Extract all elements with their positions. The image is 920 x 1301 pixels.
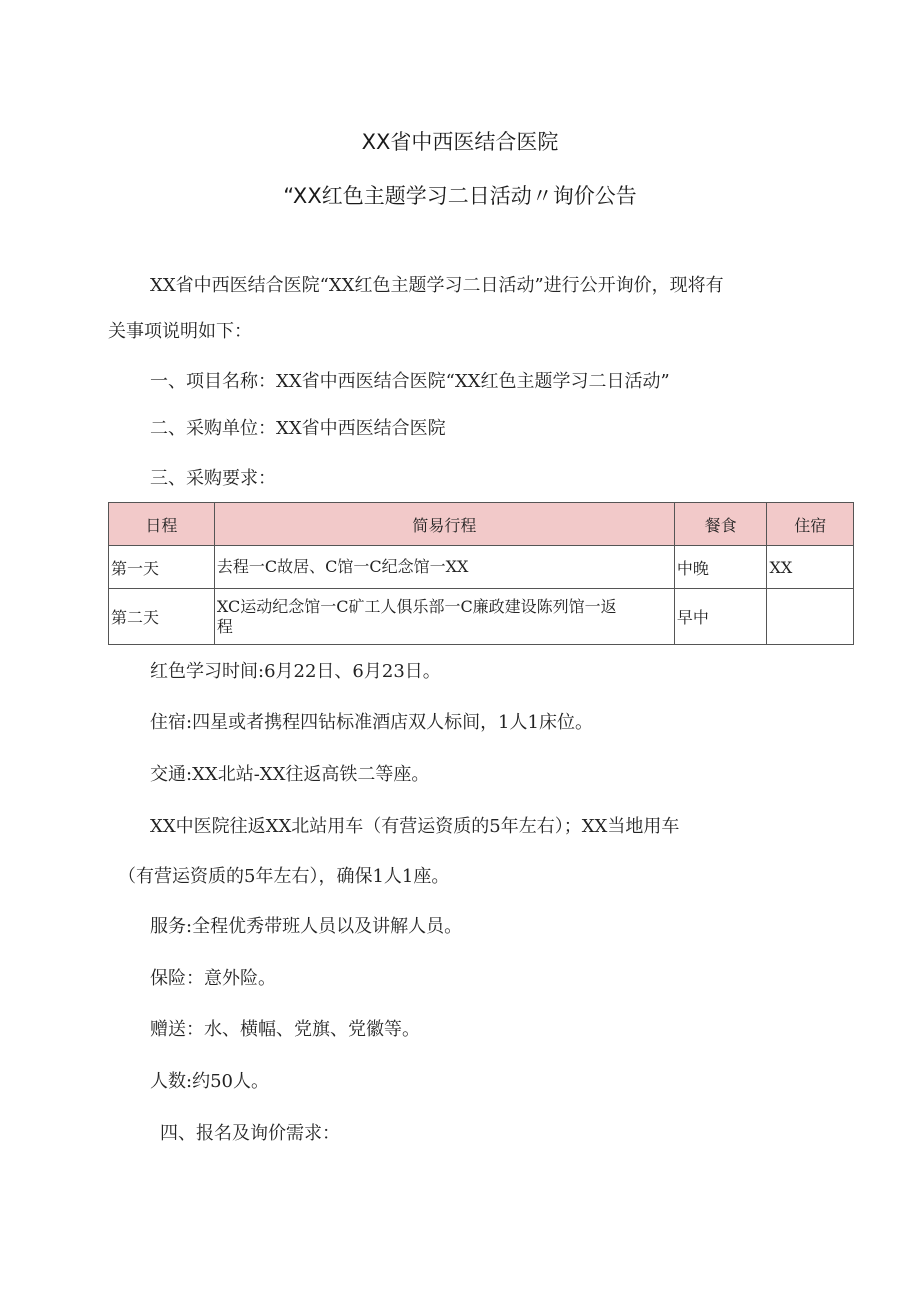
cell-meal: 中晚 [674,546,767,589]
detail-car-line-1: XX中医院往返XX北站用车（有营运资质的5年左右）；XX当地用车 [150,816,680,837]
detail-gifts: 赠送：水、横幅、党旗、党徽等。 [150,1019,420,1040]
header-day: 日程 [109,503,215,546]
detail-study-time: 红色学习时间:6月22日、6月23日。 [150,661,441,682]
cell-route-text-continued: 程 [216,616,233,636]
cell-meal: 早中 [674,589,767,645]
intro-line-2: 关事项说明如下： [108,321,252,342]
cell-route [214,546,674,589]
table-header-row [109,503,854,546]
detail-headcount: 人数:约50人。 [150,1071,269,1092]
detail-insurance: 保险：意外险。 [150,968,276,989]
detail-transport: 交通:XX北站-XX往返高铁二等座。 [150,764,430,785]
cell-route-text: 去程一C故居、C馆一C纪念馆一XX [216,557,469,576]
cell-lodging [767,589,854,645]
item-requirements-heading: 三、采购要求： [150,468,276,489]
cell-day: 第一天 [109,546,215,589]
header-lodging: 住宿 [767,503,854,546]
table-row [109,546,854,589]
cell-day: 第二天 [109,589,215,645]
header-meal: 餐食 [674,503,767,546]
itinerary-table [108,502,854,645]
item-project-name: 一、项目名称：XX省中西医结合医院“XX红色主题学习二日活动” [150,371,670,392]
document-title-announcement: “XX红色主题学习二日活动〃询价公告 [283,184,637,208]
item-purchasing-unit: 二、采购单位：XX省中西医结合医院 [150,418,446,439]
table-row [109,589,854,645]
document-title-hospital: XX省中西医结合医院 [361,130,559,154]
header-route: 简易行程 [214,503,674,546]
intro-line-1: XX省中西医结合医院“XX红色主题学习二日活动”进行公开询价，现将有 [150,275,724,296]
detail-service: 服务:全程优秀带班人员以及讲解人员。 [150,916,463,937]
cell-route [214,589,674,645]
section-4-heading: 四、报名及询价需求： [160,1123,340,1144]
cell-lodging: XX [767,546,854,589]
detail-lodging: 住宿:四星或者携程四钻标准酒店双人标间，1人1床位。 [150,712,593,733]
detail-car-line-2: （有营运资质的5年左右），确保1人1座。 [118,866,450,887]
cell-route-text: XC运动纪念馆一C矿工人俱乐部一C廉政建设陈列馆一返 [216,596,617,616]
